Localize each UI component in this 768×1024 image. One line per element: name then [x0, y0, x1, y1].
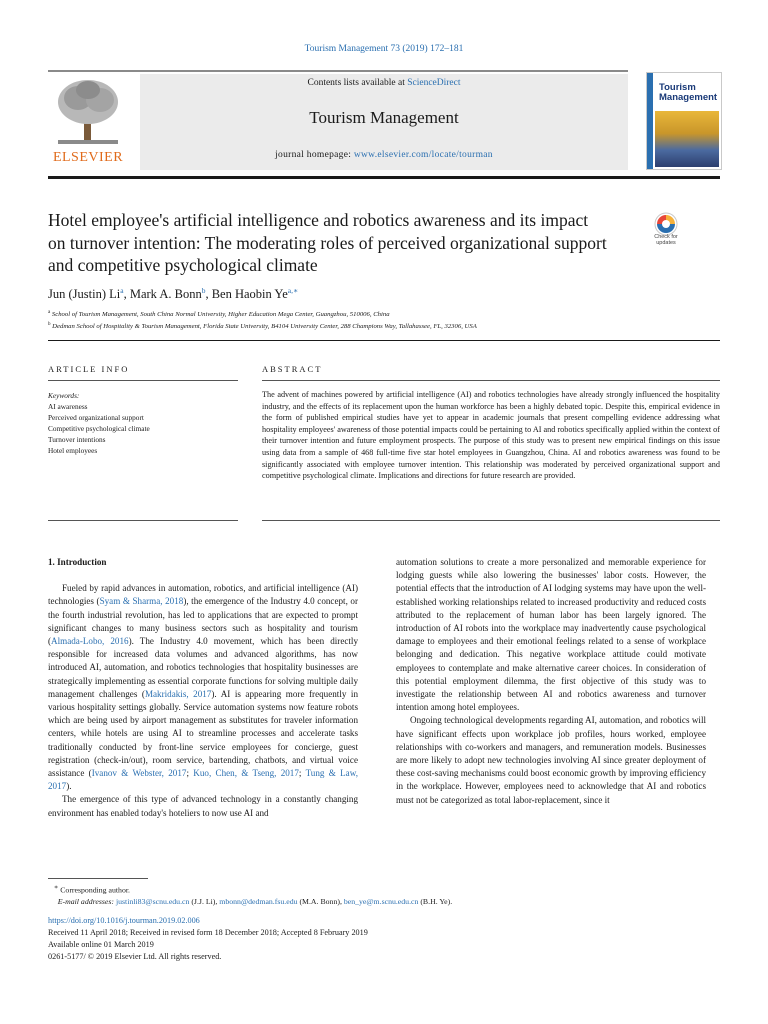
author-name[interactable]: Mark A. Bonn: [129, 287, 202, 302]
body-paragraph: The emergence of this type of advanced technology in a constantly changing environment has enabled today's hoteliers to now use AI and: [48, 794, 358, 818]
abstract-heading: ABSTRACT: [262, 364, 323, 374]
footnotes: [48, 882, 720, 907]
keyword: Turnover intentions: [48, 435, 106, 444]
author-separator: ,: [123, 287, 130, 302]
body-paragraph: Ongoing technological developments regarding AI, automation, and robotics will have significant effects upon workplace job profiles, hours worked, employee relationships with co-workers and managers, and remuneration models. Businesses are more likely to adopt new technologies involving AI since greater deployment of these cost-saving mechanisms could boost economic growth by improving efficiency in the workplace. However, employees need to acknowledge that AI and robotics must not be categorized as total labor-replacement, since it: [396, 715, 706, 805]
copyright: 0261-5177/ © 2019 Elsevier Ltd. All rights reserved.: [48, 952, 222, 961]
email-link[interactable]: mbonn@dedman.fsu.edu: [219, 896, 298, 906]
text-run: ). AI is appearing more frequently in various hospitality settings globally. Service automation systems now feature robots which are being used by airport management as substitutes for traveler information centers, while hotels are using AI to streamline processes and accelerate tasks traditionally conducted by front-line service employees for concierge, guest registration (check-in/out), room service, bartending, chatbots, and virtual voice assistance (: [48, 688, 358, 779]
email-line: [48, 896, 720, 907]
article-info-heading: ARTICLE INFO: [48, 364, 130, 374]
author-list: [48, 286, 298, 302]
affil-text: Dedman School of Hospitality & Tourism Management, Florida State University, B4104 University Center, 288 Champions Way, Tallahassee, FL, 32306, USA: [52, 323, 477, 331]
divider: [48, 340, 720, 341]
body-paragraph: [48, 582, 358, 793]
citation-link[interactable]: Almada-Lobo, 2016: [51, 636, 129, 647]
text-run: Fueled by rapid advances in automation, robotics, and artificial intelligence (AI) technologies (: [48, 583, 358, 607]
affiliation-a: [48, 310, 390, 318]
header-bottom-rule: [48, 176, 720, 179]
doi-link[interactable]: https://doi.org/10.1016/j.tourman.2019.02.006: [48, 916, 200, 925]
email-label: E-mail addresses:: [57, 896, 114, 906]
section-heading-introduction: 1. Introduction: [48, 557, 107, 567]
citation-link[interactable]: Tung & Law, 2017: [48, 768, 358, 792]
keyword: Competitive psychological climate: [48, 424, 150, 433]
citation-link[interactable]: Ivanov & Webster, 2017: [91, 768, 187, 779]
contents-available-line: [140, 78, 628, 88]
keyword: Perceived organizational support: [48, 413, 144, 422]
affil-text: School of Tourism Management, South China Normal University, Higher Education Mega Center, Guangzhou, 510006, China: [51, 311, 390, 319]
text-run: ). The Industry 4.0 movement, which has been directly responsible for increased data volumes and advanced algorithms, has now introduced AI, automation, and robotics technologies that hospitality businesses are strategically implementing as essential corporate functions for solving multiple daily management challenges (: [48, 636, 358, 699]
abstract-text: The advent of machines powered by artificial intelligence (AI) and robotics technologies have already strongly influenced the hospitality industry, and the effects of its replacement upon the human workforce has been a highly debated topic. Despite this, empirical evidence in the form of published empirical studies have yet to appear in academic journals that present compelling evidence addressing what hospitality employees' awareness of those potential impacts could be pertaining to AI and robotics specifically applied within the context of their turnover intention and future employment prospects. The purpose of this study was to present new empirical findings on this issue using data from a sample of 468 full-time five star hotel employees in Guangzhou, China. AI and robotics awareness was found to be significantly associated with employee turnover intention. This relationship was moderated by perceived organizational support and competitive psychological climate. Implications and directions for future research are provided.: [262, 390, 720, 481]
author-name[interactable]: Ben Haobin Ye: [211, 287, 288, 302]
cover-title-line1: Tourism: [659, 82, 696, 93]
keywords-label: Keywords:: [48, 391, 80, 400]
footnote-rule: [48, 878, 148, 879]
body-column-right: [396, 556, 706, 807]
divider: [48, 380, 238, 381]
homepage-prefix: journal homepage:: [275, 150, 352, 160]
keywords-block: [48, 390, 238, 456]
divider: [48, 520, 238, 521]
body-paragraph: automation solutions to create a more personalized and memorable experience for lodging guests while also lowering the businesses' labor costs. However, the potential effects that the introduction of AI lodging systems may have upon the well-established working relationships related to increased productivity and reduced costs attributed to the replacement of human labor has been largely ignored. The introduction of AI robots into the workplace may inadvertently cause psychological damage to employees and their emotional feelings related to a sense of workplace belonging and dedication. This negative workplace attitude could motivate employees to contemplate and make alternative career choices. In consideration of this potential employment dilemma, the first objective of this study was to investigate the relationship between AI and robotics awareness and turnover intention among hotel employees.: [396, 557, 706, 713]
article-metadata: [48, 915, 720, 963]
publisher-wordmark[interactable]: ELSEVIER: [52, 150, 124, 165]
citation-link[interactable]: Syam & Sharma, 2018: [99, 596, 184, 607]
text-run: ).: [66, 781, 72, 792]
cover-title-line2: Management: [659, 92, 718, 103]
author-affil-sup[interactable]: b: [201, 286, 206, 295]
homepage-link[interactable]: www.elsevier.com/locate/tourman: [353, 150, 493, 160]
email-owner: (B.H. Ye).: [418, 896, 453, 906]
article-title: Hotel employee's artificial intelligence and robotics awareness and its impact on turnover intention: The moderating roles of perceived organizational support and competitive psychological climate: [48, 210, 607, 275]
affil-sup: a: [48, 310, 51, 315]
sciencedirect-link[interactable]: ScienceDirect: [407, 78, 461, 88]
author-affil-sup[interactable]: a,∗: [287, 286, 299, 295]
cover-image: [655, 111, 719, 167]
text-run: ;: [186, 768, 194, 779]
keyword: Hotel employees: [48, 446, 98, 455]
email-owner: (J.J. Li),: [189, 896, 220, 906]
divider: [262, 520, 720, 521]
citation-link[interactable]: Makridakis, 2017: [144, 688, 212, 699]
contents-prefix: Contents lists available at: [307, 78, 405, 88]
citation-link[interactable]: Kuo, Chen, & Tseng, 2017: [193, 768, 299, 779]
keyword: AI awareness: [48, 402, 88, 411]
crossmark-label[interactable]: Check for updates: [654, 234, 678, 246]
affil-sup: b: [48, 322, 51, 327]
header-top-rule: [48, 70, 628, 72]
text-run: ), the emergence of the Industry 4.0 concept, or the fourth industrial revolution, has led to applications that are expected to prompt significant changes to many business sectors such as hospitality and tourism (: [48, 596, 358, 647]
journal-homepage-line: [140, 150, 628, 160]
email-link[interactable]: ben_ye@m.scnu.edu.cn: [343, 896, 419, 906]
received-dates: Received 11 April 2018; Received in revised form 18 December 2018; Accepted 8 February 2019: [48, 928, 368, 937]
journal-name: Tourism Management: [309, 108, 459, 127]
journal-reference[interactable]: Tourism Management 73 (2019) 172–181: [304, 44, 464, 54]
body-column-left: [48, 556, 358, 820]
author-separator: ,: [205, 287, 212, 302]
cover-title: [659, 83, 717, 103]
available-online: Available online 01 March 2019: [48, 940, 154, 949]
cover-strip: [647, 73, 653, 169]
journal-cover-thumbnail[interactable]: [646, 72, 722, 170]
crossmark-icon[interactable]: [646, 212, 686, 252]
divider: [262, 380, 720, 381]
author-name[interactable]: Jun (Justin) Li: [48, 287, 121, 302]
author-affil-sup[interactable]: a: [120, 286, 124, 295]
corresponding-text: Corresponding author.: [60, 885, 130, 895]
email-link[interactable]: justinli83@scnu.edu.cn: [115, 896, 190, 906]
affiliation-b: [48, 322, 477, 330]
text-run: ;: [298, 768, 306, 779]
email-owner: (M.A. Bonn),: [297, 896, 344, 906]
corresponding-author-note: ∗ Corresponding author.: [53, 884, 130, 895]
